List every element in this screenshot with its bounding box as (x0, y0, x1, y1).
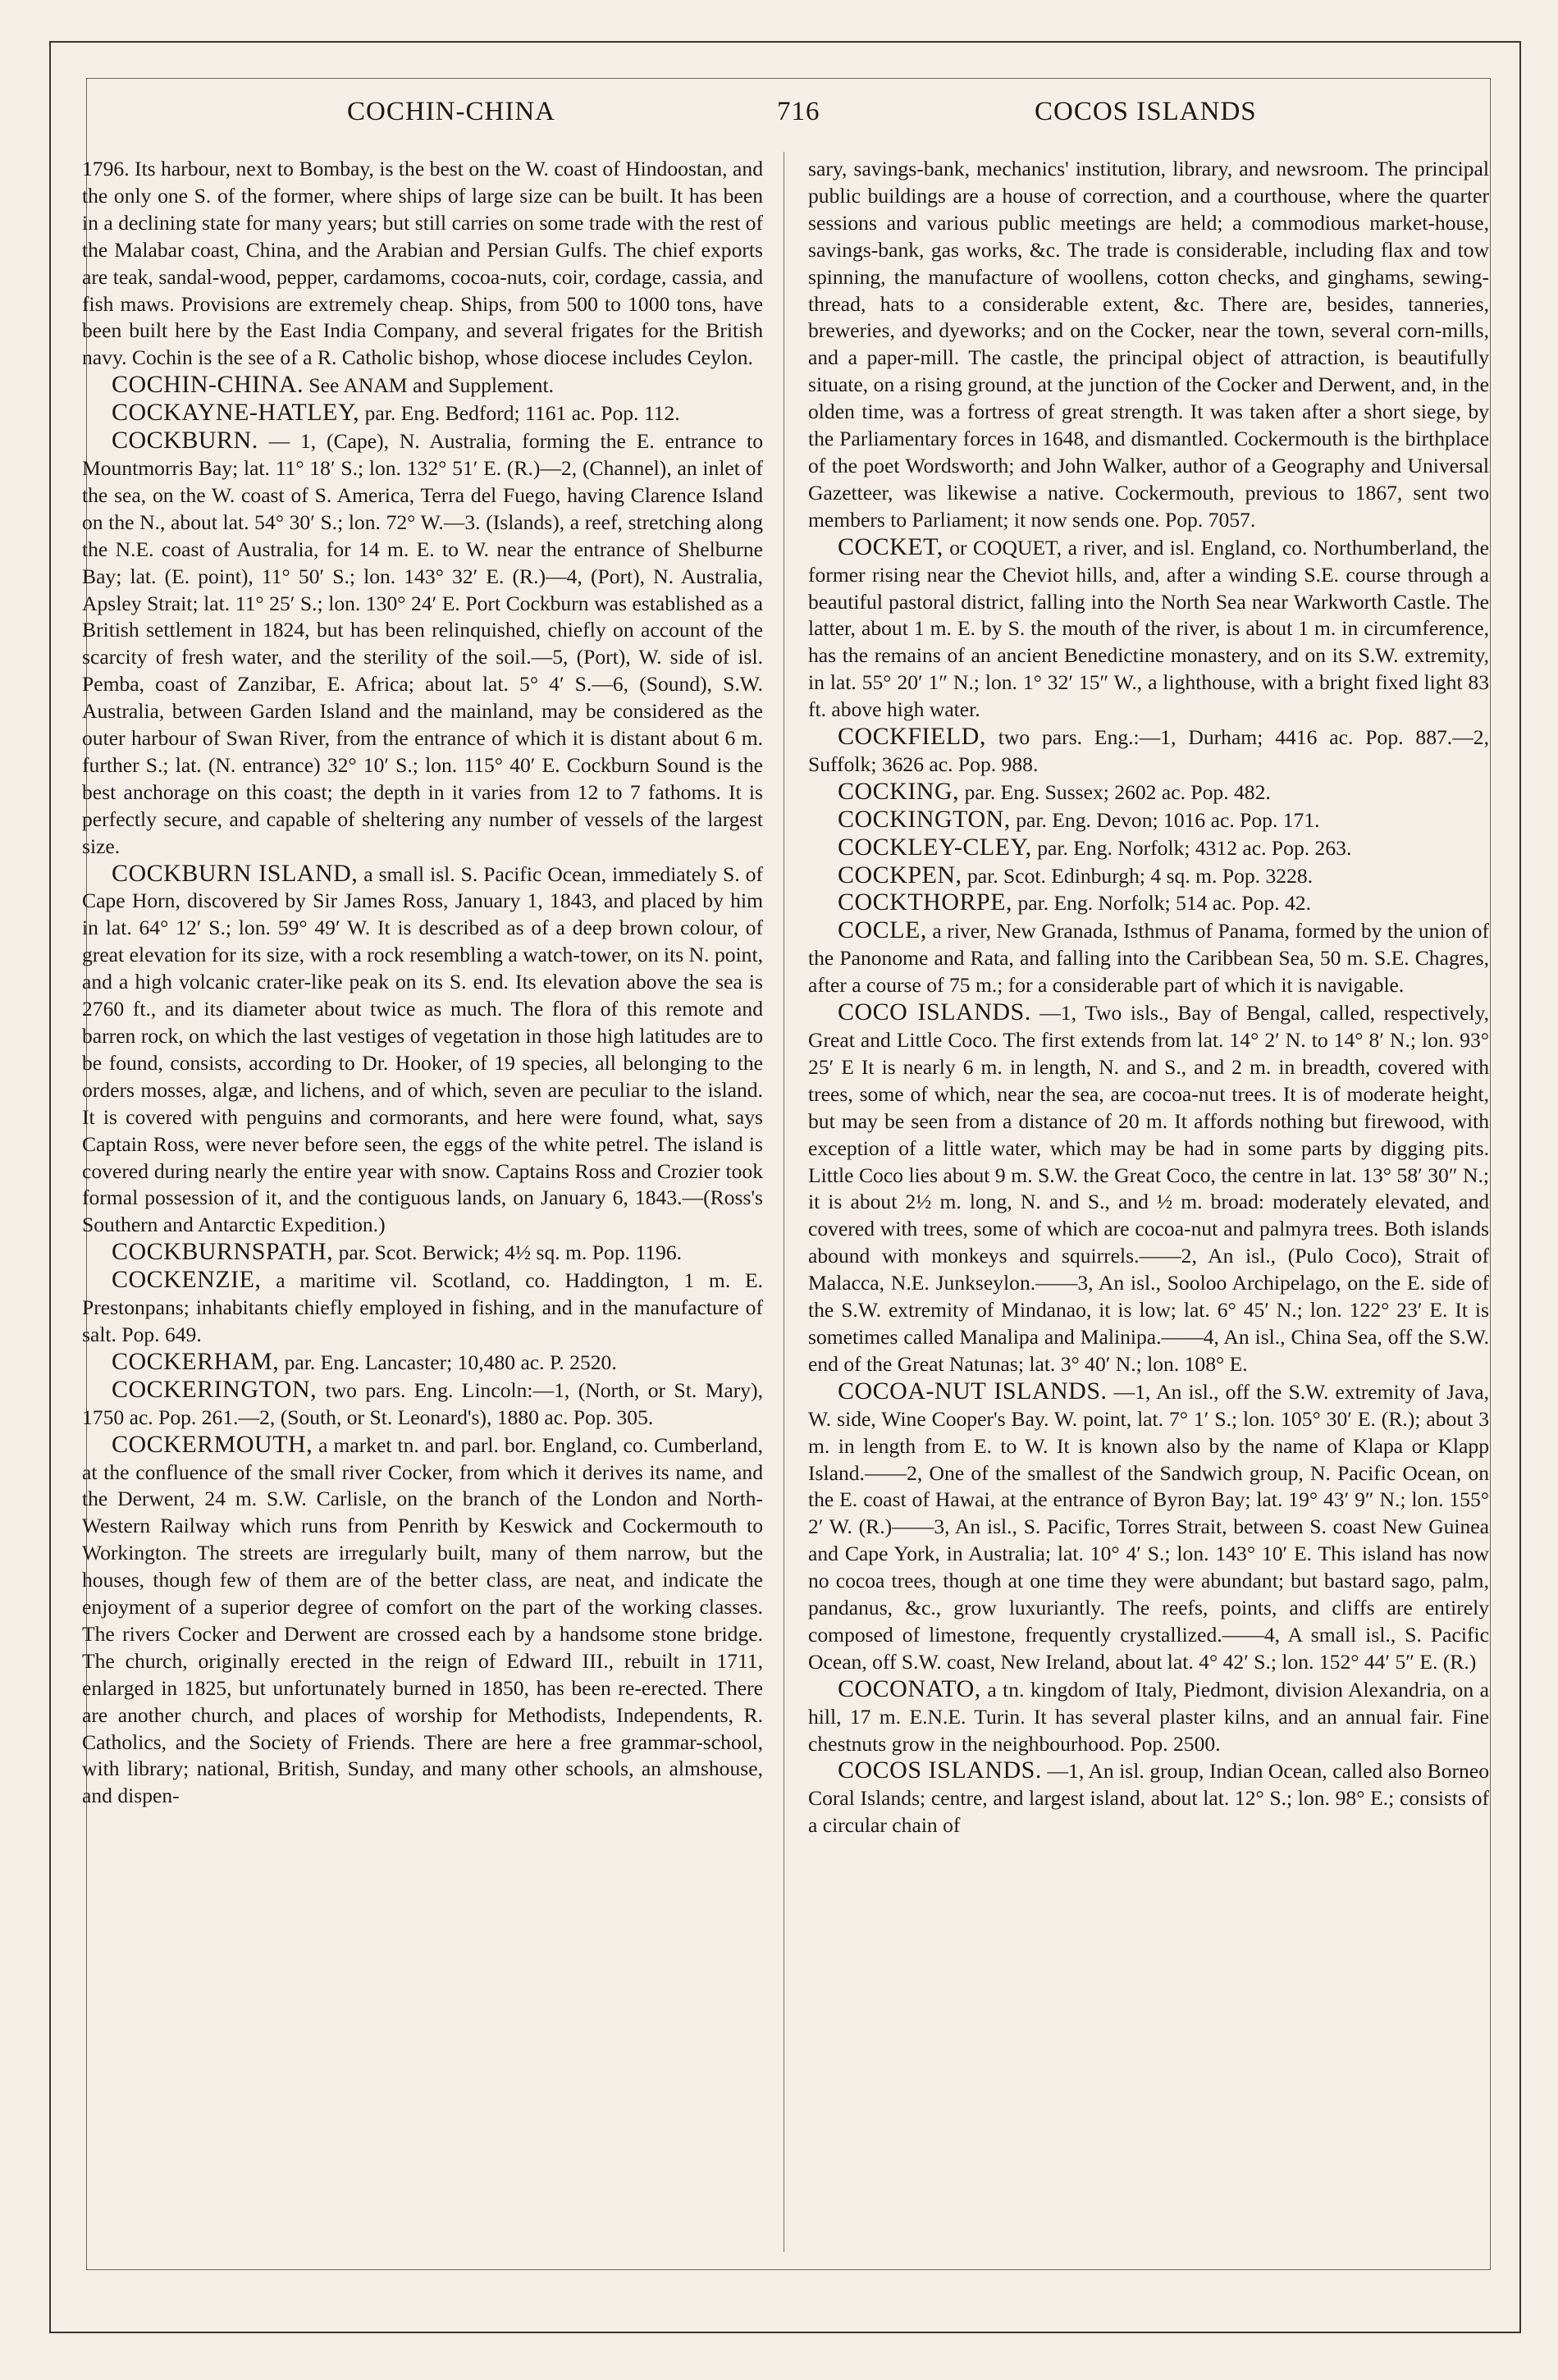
entry-headword: COCKBURNSPATH, (112, 1238, 334, 1266)
entry-text: —1, Two isls., Bay of Bengal, called, respectively, Great and Little Coco. The first extends from lat. 14° 2′ N. to 14° 8′ N.; lon. 93° 25′ E It is nearly 6 m. in length, N. and S., and 2 m. in breadth, covered with trees, some of which, near the sea, are cocoa-nut trees. It is of moderate height, but may be seen from a distance of 20 m. It affords nothing but firewood, with exception of a little water, which may be had in some parts by digging pits. Little Coco lies about 9 m. S.W. the Great Coco, the centre in lat. 13° 58′ 30″ N.; it is about 2½ m. long, N. and S., and ½ m. broad: moderately elevated, and covered with trees, some of which are cocoa-nut and palmyra trees. Both islands abound with monkeys and squirrels.——2, An isl., (Pulo Coco), Strait of Malacca, N.E. Junkseylon.——3, An isl., Sooloo Archipelago, on the E. side of the S.W. extremity of Mindanao, it is low; lat. 6° 45′ N.; lon. 122° 23′ E. It is sometimes called Manalipa and Malinipa.——4, An isl., China Sea, off the S.W. end of the Great Natunas; lat. 3° 40′ N.; lon. 108° E. (808, 1001, 1489, 1376)
entry-text: —1, An isl., off the S.W. extremity of Java, W. side, Wine Cooper's Bay. W. point, lat. 7° 1′ S.; lon. 105° 30′ E. (R.); about 3 m. in length from E. to W. It is known also by the name of Klapa or Klapp Island.——2, One of the smallest of the Sandwich group, N. Pacific Ocean, on the E. coast of Hawai, at the entrance of Byron Bay; lat. 19° 43′ 9″ N.; lon. 155° 2′ W. (R.)——3, An isl., S. Pacific, Torres Strait, between S. coast New Guinea and Cape York, in Australia; lat. 10° 4′ S.; lon. 143° 10′ E. This island has now no cocoa trees, though at one time they were abundant; but bastard sago, palm, pandanus, &c., grow luxuriantly. The reefs, points, and cliffs are entirely composed of limestone, frequently crystallized.——4, A small isl., S. Pacific Ocean, off S.W. coast, New Ireland, about lat. 4° 42′ S.; lon. 152° 44′ 5″ E. (R.) (808, 1379, 1489, 1674)
entry-text: par. Eng. Bedford; 1161 ac. Pop. 112. (364, 401, 680, 426)
entry-r4 (808, 806, 1489, 834)
entry-headword: COCHIN-CHINA. (112, 371, 304, 399)
entry-headword: COCKING, (838, 777, 960, 805)
left-column (82, 156, 763, 1810)
entry-l1 (82, 372, 763, 400)
entry-r1 (808, 534, 1489, 724)
entry-r5 (808, 834, 1489, 862)
entry-headword: COCLE, (838, 916, 927, 944)
entry-text: two pars. Eng. Lincoln:—1, (North, or St. Mary), 1750 ac. Pop. 261.—2, (South, or St. Leonard's), 1880 ac. Pop. 305. (82, 1377, 763, 1429)
entry-headword: COCKERINGTON, (112, 1375, 318, 1403)
entry-l4 (82, 861, 763, 1240)
entry-headword: COCKAYNE-HATLEY, (112, 399, 360, 427)
entry-headword: COCKET, (838, 532, 943, 560)
header-right: COCOS ISLANDS (1035, 97, 1257, 126)
entry-text: par. Eng. Norfolk; 4312 ac. Pop. 263. (1037, 835, 1352, 860)
entry-l2 (82, 400, 763, 427)
entry-text: a tn. kingdom of Italy, Piedmont, division Alexandria, on a hill, 17 m. E.N.E. Turin. It has several plaster kilns, and an annual fair. Fine chestnuts grow in the neighbourhood. Pop. 2500. (808, 1677, 1489, 1756)
entry-text: par. Scot. Edinburgh; 4 sq. m. Pop. 3228. (966, 863, 1314, 888)
entry-headword: COCKFIELD, (838, 723, 986, 751)
header-left: COCHIN-CHINA (347, 97, 555, 126)
entry-r0 (808, 156, 1489, 534)
entry-headword: COCKTHORPE, (838, 889, 1013, 916)
entry-text: a river, New Granada, Isthmus of Panama, formed by the union of the Panonome and Rata, and falling into the Caribbean Sea, 50 m. S.E. Chagres, after a course of 75 m.; for a considerable part of which it is navigable. (808, 919, 1489, 998)
entry-text: a maritime vil. Scotland, co. Haddington, 1 m. E. Prestonpans; inhabitants chiefly employed in fishing, and in the manufacture of salt. Pop. 649. (82, 1268, 763, 1346)
entry-headword: COCKERHAM, (112, 1347, 280, 1375)
entry-l0 (82, 156, 763, 372)
entry-r6 (808, 862, 1489, 890)
entry-text: par. Eng. Norfolk; 514 ac. Pop. 42. (1017, 891, 1311, 916)
entry-headword: COCOS ISLANDS. (838, 1756, 1042, 1784)
entry-text: — 1, (Cape), N. Australia, forming the E. entrance to Mountmorris Bay; lat. 11° 18′ S.; lon. 132° 51′ E. (R.)—2, (Channel), an inlet of the sea, on the W. coast of S. America, Terra del Fuego, having Clarence Island on the N., about lat. 54° 30′ S.; lon. 72° W.—3. (Islands), a reef, stretching along the N.E. coast of Australia, for 14 m. E. to W. near the entrance of Shelburne Bay; lat. (E. point), 11° 50′ S.; lon. 143° 32′ E. (R.)—4, (Port), N. Australia, Apsley Strait; lat. 11° 25′ S.; lon. 130° 24′ E. Port Cockburn was established as a British settlement in 1824, but has been relinquished, chiefly on account of the scarcity of fresh water, and the sterility of the soil.—5, (Port), W. side of isl. Pemba, coast of Zanzibar, E. Africa; about lat. 5° 4′ S.—6, (Sound), S.W. Australia, between Garden Island and the mainland, may be considered as the outer harbour of Swan River, from the entrance of which it is distant about 6 m. further S.; lat. (N. entrance) 32° 10′ S.; lon. 115° 40′ E. Cockburn Sound is the best anchorage on this coast; the depth in it varies from 12 to 7 fathoms. It is perfectly secure, and capable of sheltering any number of vessels of the largest size. (82, 429, 764, 858)
entry-r9 (808, 999, 1489, 1378)
entry-headword: COCONATO, (838, 1674, 981, 1702)
entry-headword: COCKENZIE, (112, 1266, 262, 1294)
entry-text: par. Eng. Lancaster; 10,480 ac. P. 2520. (284, 1350, 617, 1374)
entry-r7 (808, 889, 1489, 917)
entry-text: a small isl. S. Pacific Ocean, immediately S. of Cape Horn, discovered by Sir James Ross, January 1, 1843, and placed by him in lat. 64° 12′ S.; lon. 59° 49′ W. It is described as of a deep brown colour, of great elevation for its size, with a rock resembling a watch-tower, on its N. point, and a high volcanic crater-like peak on its S. end. Its elevation above the sea is 2760 ft., and its diameter about twice as much. The flora of this remote and barren rock, on which the last vestiges of vegetation in those high latitudes are to be found, consists, according to Dr. Hooker, of 19 species, all belonging to the orders mosses, algæ, and lichens, and of which, seven are peculiar to the island. It is covered with penguins and cormorants, and here were found, what, says Captain Ross, were never before seen, the eggs of the white petrel. The island is covered during nearly the entire year with snow. Captains Ross and Crozier took formal possession of it, and the contiguous lands, on January 6, 1843.—(Ross's Southern and Antarctic Expedition.) (82, 861, 763, 1237)
entry-headword: COCKPEN, (838, 861, 962, 889)
entry-text: par. Eng. Sussex; 2602 ac. Pop. 482. (964, 779, 1271, 804)
entry-l7 (82, 1349, 763, 1377)
entry-r2 (808, 724, 1489, 779)
entry-text: 1796. Its harbour, next to Bombay, is the best on the W. coast of Hindoostan, and the only one S. of the former, where ships of large size can be built. It has been in a declining state for many years; but still carries on some trade with the rest of the Malabar coast, China, and the Arabian and Persian Gulfs. The chief exports are teak, sandal-wood, pepper, cardamoms, cocoa-nuts, coir, cordage, cassia, and fish maws. Provisions are extremely cheap. Ships, from 500 to 1000 tons, have been built here by the East India Company, and several frigates for the British navy. Cochin is the see of a R. Catholic bishop, whose diocese includes Ceylon. (82, 157, 763, 370)
entry-headword: COCKBURN. (112, 427, 258, 455)
entry-text: sary, savings-bank, mechanics' institution, library, and newsroom. The principal public buildings are a house of correction, and a courthouse, where the quarter sessions and various public meetings are held; a commodious market-house, savings-bank, gas works, &c. The trade is considerable, including flax and tow spinning, the manufacture of woollens, cotton checks, and ginghams, sewing-thread, hats to a considerable extent, &c. There are, besides, tanneries, breweries, and dyeworks; and on the Cocker, near the town, several corn-mills, and a paper-mill. The castle, the principal object of attraction, is beautifully situate, on a rising ground, at the junction of the Cocker and Derwent, and, in the olden time, was a fortress of great strength. It was taken after a short siege, by the Parliamentary forces in 1648, and dismantled. Cockermouth is the birthplace of the poet Wordsworth; and John Walker, author of a Geography and Universal Gazetteer, was likewise a native. Cockermouth, previous to 1867, sent two members to Parliament; it now sends one. Pop. 7057. (808, 157, 1489, 532)
entry-text: —1, An isl. group, Indian Ocean, called also Borneo Coral Islands; centre, and largest island, about lat. 12° S.; lon. 98° E.; consists of a circular chain of (808, 1759, 1490, 1838)
entry-l3 (82, 427, 763, 861)
entry-r3 (808, 779, 1489, 806)
right-column (808, 156, 1489, 1839)
entry-headword: COCKINGTON, (838, 805, 1011, 833)
entry-l9 (82, 1432, 763, 1811)
entry-headword: COCKBURN ISLAND, (112, 859, 359, 887)
page-number: 716 (777, 97, 820, 126)
entry-r11 (808, 1676, 1489, 1758)
entry-l5 (82, 1239, 763, 1267)
entry-text: a market tn. and parl. bor. England, co. Cumberland, at the confluence of the small river Cocker, from which it derives its name, and the Derwent, 24 m. S.W. Carlisle, on the branch of the London and North-Western Railway which runs from Penrith by Keswick and Cockermouth to Workington. The streets are irregularly built, many of them narrow, but the houses, though few of them are of the better class, are neat, and indicate the enjoyment of a superior degree of comfort on the part of the working classes. The rivers Cocker and Derwent are crossed each by a handsome stone bridge. The church, originally erected in the reign of Edward III., rebuilt in 1711, enlarged in 1825, but unfortunately burned in 1850, has been re-erected. There are another church, and places of worship for Methodists, Independents, R. Catholics, and the Society of Friends. There are here a free grammar-school, with library; national, British, Sunday, and many other schools, an almshouse, and dispen- (82, 1432, 763, 1808)
entry-l6 (82, 1267, 763, 1349)
entry-text: par. Scot. Berwick; 4½ sq. m. Pop. 1196. (338, 1240, 683, 1265)
entry-headword: COCKLEY-CLEY, (838, 833, 1032, 861)
entry-r8 (808, 917, 1489, 999)
entry-l8 (82, 1377, 763, 1432)
entry-r10 (808, 1378, 1489, 1676)
running-header (86, 97, 1489, 146)
entry-headword: COCO ISLANDS. (838, 998, 1031, 1026)
entry-text: or COQUET, a river, and isl. England, co. Northumberland, the former rising near the Cheviot hills, and, after a winding S.E. course through a beautiful pastoral district, falling into the North Sea near Warkworth Castle. The latter, about 1 m. E. by S. the mouth of the river, is about 1 m. in circumference, has the remains of an ancient Benedictine monastery, and on its S.W. extremity, in lat. 55° 20′ 1″ N.; lon. 1° 32′ 15″ W., a lighthouse, with a bright fixed light 83 ft. above high water. (808, 535, 1490, 722)
entry-headword: COCKERMOUTH, (112, 1430, 313, 1458)
entry-r12 (808, 1757, 1489, 1839)
entry-headword: COCOA-NUT ISLANDS. (838, 1377, 1108, 1405)
entry-text: See ANAM and Supplement. (308, 373, 554, 398)
entry-text: two pars. Eng.:—1, Durham; 4416 ac. Pop. 887.—2, Suffolk; 3626 ac. Pop. 988. (808, 725, 1489, 776)
entry-text: par. Eng. Devon; 1016 ac. Pop. 171. (1016, 807, 1320, 832)
